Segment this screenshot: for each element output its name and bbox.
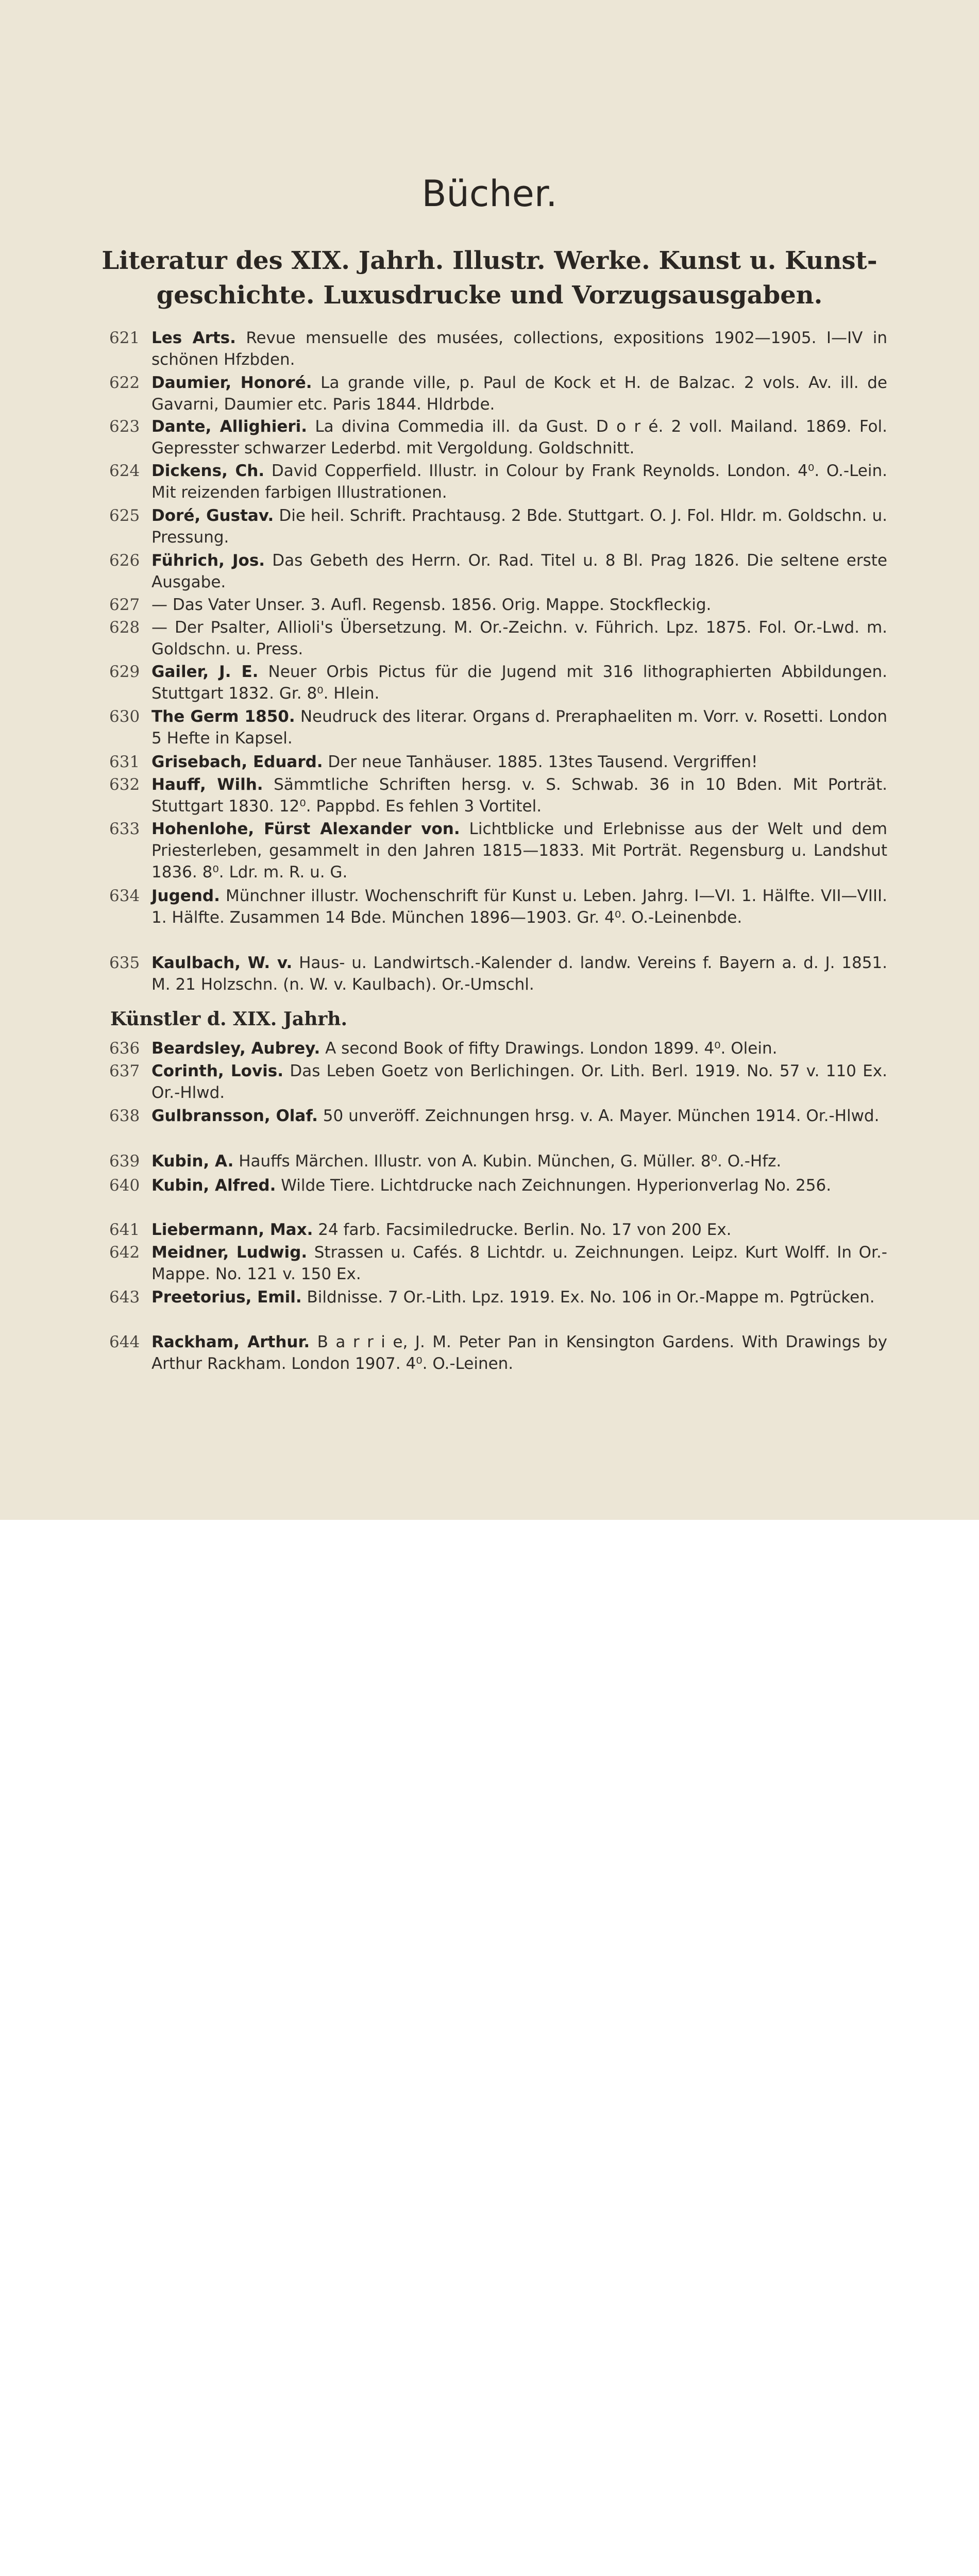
entry-number: 626 [109, 551, 140, 570]
entry-number: 629 [109, 663, 140, 681]
entry-number: 638 [109, 1107, 140, 1125]
entry-name: Gulbransson, Olaf. [151, 1107, 318, 1125]
page-subtitle-line-2: geschichte. Luxusdrucke und Vorzugsausgaben. [156, 281, 823, 310]
entry-name: Kubin, A. [151, 1152, 234, 1171]
entry-text: Haus- u. Landwirtsch.-Kalender d. landw. Vereins f. Bayern a. d. J. 1851. M. 21 Holzschn. (n. W. v. Kaulbach). Or.-Umschl. [151, 954, 887, 994]
catalog-entry [109, 1175, 887, 1196]
entry-text: 24 farb. Facsimiledrucke. Berlin. No. 17 von 200 Ex. [313, 1221, 732, 1239]
entry-name: Doré, Gustav. [151, 506, 274, 525]
entry-number: 643 [109, 1288, 140, 1307]
entry-number: 635 [109, 954, 140, 972]
entry-name: Grisebach, Eduard. [151, 753, 323, 771]
entry-number: 633 [109, 820, 140, 838]
catalog-entry [109, 661, 887, 704]
entry-text: — Der Psalter, Allioli's Übersetzung. M. Or.-Zeichn. v. Führich. Lpz. 1875. Fol. Or.-Lwd. m. Goldschn. u. Press. [151, 618, 887, 658]
catalog-entry [109, 818, 887, 883]
entry-number: 627 [109, 596, 140, 614]
entry-name: The Germ 1850. [151, 707, 295, 726]
entry-text: Neuer Orbis Pictus für die Jugend mit 316 lithographierten Abbildungen. Stuttgart 1832. Gr. 8⁰. Hlein. [151, 663, 887, 703]
entry-number: 623 [109, 417, 140, 436]
entry-number: 632 [109, 775, 140, 794]
entry-name: Dante, Allighieri. [151, 417, 308, 436]
entry-text: Strassen u. Cafés. 8 Lichtdr. u. Zeichnungen. Leipz. Kurt Wolff. In Or.-Mappe. No. 121 v. 150 Ex. [151, 1243, 887, 1283]
catalog-entry [109, 460, 887, 503]
catalog-entry [109, 952, 887, 995]
catalog-entry [109, 885, 887, 928]
entry-number: 639 [109, 1152, 140, 1171]
catalog-entry [109, 505, 887, 548]
catalog-entry [109, 1286, 887, 1308]
page-subtitle-line-1: Literatur des XIX. Jahrh. Illustr. Werke. Kunst u. Kunst- [102, 246, 877, 275]
entry-number: 625 [109, 506, 140, 525]
catalog-entry [109, 1038, 887, 1059]
entry-number: 624 [109, 462, 140, 480]
entry-text: Neudruck des literar. Organs d. Preraphaeliten m. Vorr. v. Rosetti. London 5 Hefte in Kapsel. [151, 707, 887, 748]
entry-name: Hohenlohe, Fürst Alexander von. [151, 820, 460, 838]
entry-text: Münchner illustr. Wochenschrift für Kunst u. Leben. Jahrg. I—VI. 1. Hälfte. VII—VIII. 1. Hälfte. Zusammen 14 Bde. München 1896—1903. Gr. 4⁰. O.-Leinenbde. [151, 887, 887, 927]
entry-number: 644 [109, 1333, 140, 1351]
entry-name: Beardsley, Aubrey. [151, 1039, 320, 1058]
entry-text: 50 unveröff. Zeichnungen hrsg. v. A. Mayer. München 1914. Or.-Hlwd. [317, 1107, 880, 1125]
catalog-entry [109, 327, 887, 370]
entry-text: David Copperfield. Illustr. in Colour by Frank Reynolds. London. 4⁰. O.-Lein. Mit reizenden farbigen Illustrationen. [151, 462, 887, 502]
section-title: Künstler d. XIX. Jahrh. [110, 1008, 348, 1030]
entry-number: 637 [109, 1062, 140, 1080]
entry-number: 631 [109, 753, 140, 771]
entry-name: Gailer, J. E. [151, 663, 259, 681]
entry-name: Hauff, Wilh. [151, 775, 263, 794]
entry-text: Revue mensuelle des musées, collections, expositions 1902—1905. I—IV in schönen Hfzbden. [151, 329, 888, 369]
entry-name: Kubin, Alfred. [151, 1176, 276, 1195]
entry-name: Les Arts. [151, 329, 236, 347]
catalog-entry [109, 617, 887, 660]
catalog-entry [109, 1105, 887, 1127]
entry-name: Meidner, Ludwig. [151, 1243, 308, 1262]
entry-text: A second Book of fifty Drawings. London 1899. 4⁰. Olein. [320, 1039, 778, 1058]
catalog-entry [109, 1150, 887, 1172]
entry-text: Der neue Tanhäuser. 1885. 13tes Tausend. Vergriffen! [323, 753, 758, 771]
entry-number: 641 [109, 1221, 140, 1239]
entry-name: Jugend. [151, 887, 220, 905]
catalog-entry [109, 751, 887, 773]
catalog-entry [109, 1331, 887, 1375]
entry-text: Lichtblicke und Erlebnisse aus der Welt und dem Priesterleben, gesammelt in den Jahren 1815—1833. Mit Porträt. Regensburg u. Landshut 1836. 8⁰. Ldr. m. R. u. G. [151, 820, 887, 882]
catalog-entry [109, 416, 887, 459]
footer-bar [0, 1520, 979, 1602]
entry-number: 621 [109, 329, 140, 347]
entry-text: Hauffs Märchen. Illustr. von A. Kubin. München, G. Müller. 8⁰. O.-Hfz. [233, 1152, 782, 1171]
entry-text: B a r r i e, J. M. Peter Pan in Kensington Gardens. With Drawings by Arthur Rackham. London 1907. 4⁰. O.-Leinen. [151, 1333, 887, 1373]
catalog-entry [109, 372, 887, 415]
entry-text: Die heil. Schrift. Prachtausg. 2 Bde. Stuttgart. O. J. Fol. Hldr. m. Goldschn. u. Pressung. [151, 506, 887, 547]
entry-text: La divina Commedia ill. da Gust. D o r é. 2 voll. Mailand. 1869. Fol. Gepresster schwarzer Lederbd. mit Vergoldung. Goldschnitt. [151, 417, 887, 457]
entry-name: Führich, Jos. [151, 551, 265, 570]
entry-text: Sämmtliche Schriften hersg. v. S. Schwab. 36 in 10 Bden. Mit Porträt. Stuttgart 1830. 12⁰. Pappbd. Es fehlen 3 Vortitel. [151, 775, 887, 816]
catalog-entry [109, 1242, 887, 1285]
entry-number: 636 [109, 1039, 140, 1058]
catalog-entry [109, 1219, 887, 1241]
catalog-entry [109, 774, 887, 817]
entry-number: 642 [109, 1243, 140, 1262]
entry-number: 622 [109, 374, 140, 392]
entry-name: Kaulbach, W. v. [151, 954, 293, 972]
entry-name: Preetorius, Emil. [151, 1288, 302, 1307]
entry-number: 634 [109, 887, 140, 905]
catalog-entry [109, 706, 887, 749]
entry-text: Das Leben Goetz von Berlichingen. Or. Lith. Berl. 1919. No. 57 v. 110 Ex. Or.-Hlwd. [151, 1062, 887, 1102]
page-title: Bücher. [421, 173, 558, 215]
catalog-entry [109, 1060, 887, 1104]
entry-name: Rackham, Arthur. [151, 1333, 310, 1351]
entry-number: 628 [109, 618, 140, 637]
entry-number: 630 [109, 707, 140, 726]
entry-number: 640 [109, 1176, 140, 1195]
catalog-entry [109, 550, 887, 593]
entry-name: Liebermann, Max. [151, 1221, 313, 1239]
entry-name: Daumier, Honoré. [151, 374, 312, 392]
entry-text: — Das Vater Unser. 3. Aufl. Regensb. 1856. Orig. Mappe. Stockfleckig. [151, 596, 712, 614]
entry-text: La grande ville, p. Paul de Kock et H. de Balzac. 2 vols. Av. ill. de Gavarni, Daumier etc. Paris 1844. Hldrbde. [151, 374, 887, 414]
entry-text: Das Gebeth des Herrn. Or. Rad. Titel u. 8 Bl. Prag 1826. Die seltene erste Ausgabe. [151, 551, 887, 591]
entry-name: Corinth, Lovis. [151, 1062, 284, 1080]
entry-text: Wilde Tiere. Lichtdrucke nach Zeichnungen. Hyperionverlag No. 256. [276, 1176, 832, 1195]
entry-name: Dickens, Ch. [151, 462, 265, 480]
entry-text: Bildnisse. 7 Or.-Lith. Lpz. 1919. Ex. No. 106 in Or.-Mappe m. Pgtrücken. [301, 1288, 875, 1307]
catalog-entry [109, 594, 887, 616]
